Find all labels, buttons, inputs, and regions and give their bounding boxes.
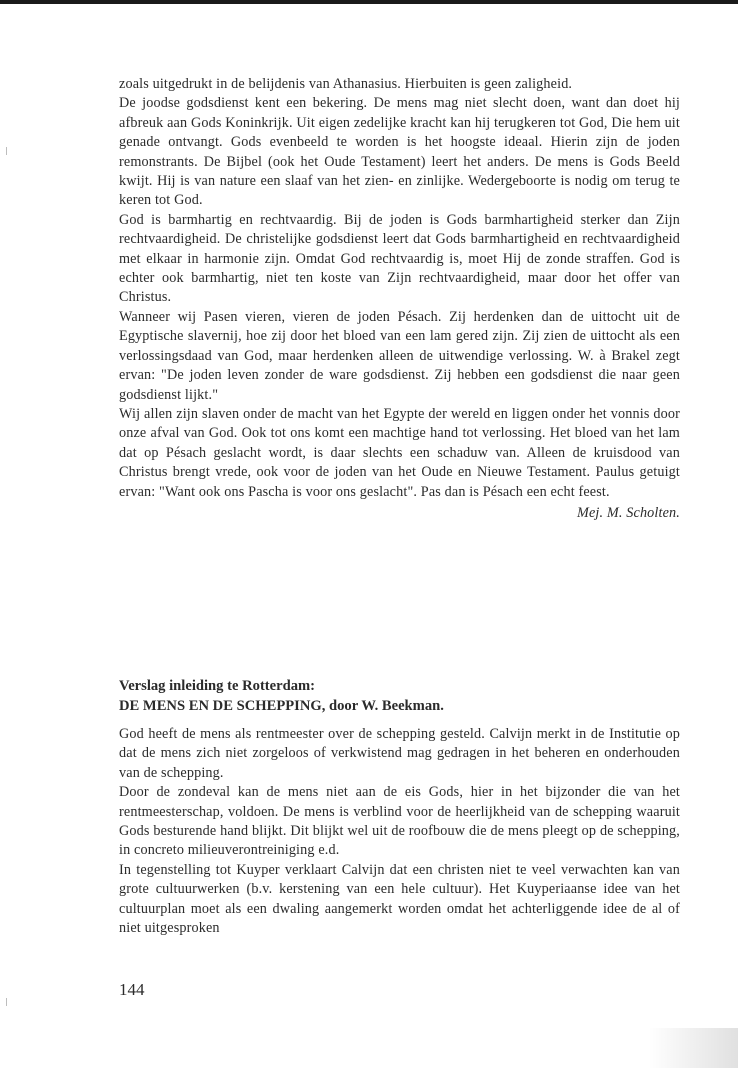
- paragraph: De joodse godsdienst kent een bekering. De mens mag niet slecht doen, want dan doet hij afbreuk aan Gods Koninkrijk. Uit eigen zedelijke kracht kan hij terugkeren tot God, Die hem uit genade ontvangt. Gods evenbeeld te worden is het hoogste ideaal. Hierin zijn de joden remonstrants. De Bijbel (ook het Oude Testament) leert het anders. De mens is Gods Beeld kwijt. Hij is van nature een slaaf van het zien- en zinlijke. Wedergeboorte is nodig om terug te keren tot God.: [119, 95, 680, 209]
- article-beekman: [119, 725, 680, 938]
- paragraph: God heeft de mens als rentmeester over de schepping gesteld. Calvijn merkt in de Institutie op dat de mens zich niet zorgeloos of verkwistend mag gedragen in het beheren en onderhouden van de schepping.: [119, 726, 680, 781]
- paragraph: Wanneer wij Pasen vieren, vieren de joden Pésach. Zij herdenken dan de uittocht uit de Egyptische slavernij, hoe zij door het bloed van een lam gered zijn. Zij zien de uittocht als een verlossingsdaad van God, maar herdenken alleen de uitwendige verlossing. W. à Brakel zegt ervan: "De joden leven zonder de ware godsdienst. Zij hebben een godsdienst die naar geen godsdienst lijkt.": [119, 308, 680, 403]
- top-border-rule: [0, 0, 738, 4]
- paragraph: Wij allen zijn slaven onder de macht van het Egypte der wereld en liggen onder het vonnis door onze afval van God. Ook tot ons komt een machtige hand tot verlossing. Het bloed van het lam dat op Pésach geslacht wordt, is daar slechts een schaduw van. Alleen de kruisdood van Christus brengt vrede, ook voor de joden van het Oude en Nieuwe Testament. Paulus getuigt ervan: "Want ook ons Pascha is voor ons geslacht". Pas dan is Pésach een echt feest.: [119, 405, 680, 500]
- scan-mark: [6, 998, 7, 1006]
- section-heading: [119, 677, 680, 716]
- paragraph: In tegenstelling tot Kuyper verklaart Calvijn dat een christen niet te veel verwachten kan van grote cultuurwerken (b.v. kerstening van een hele cultuur). Het Kuyperiaanse idee van het cultuurplan moet als een dwaling aangemerkt worden omdat het achterliggende idee de al of niet uitgesproken: [119, 861, 680, 937]
- paragraph: God is barmhartig en rechtvaardig. Bij de joden is Gods barmhartigheid sterker dan Zijn rechtvaardigheid. De christelijke godsdienst leert dat Gods barmhartigheid en rechtvaardigheid met elkaar in harmonie zijn. Omdat God rechtvaardig is, moet Hij de zonde straffen. God is echter ook barmhartig, niet ten koste van Zijn rechtvaardigheid, maar door het offer van Christus.: [119, 211, 680, 306]
- scan-shadow: [648, 1028, 738, 1068]
- paragraph: zoals uitgedrukt in de belijdenis van Athanasius. Hierbuiten is geen zaligheid.: [119, 76, 573, 92]
- page-number: 144: [119, 980, 145, 999]
- heading-subtitle: DE MENS EN DE SCHEPPING, door W. Beekman.: [119, 697, 444, 714]
- paragraph: Door de zondeval kan de mens niet aan de eis Gods, hier in het bijzonder die van het rentmeesterschap, voldoen. De mens is verblind voor de heerlijkheid van de schepping waaruit Gods besturende hand blijkt. Dit blijkt wel uit de roofbouw die de mens pleegt op de schepping, in concreto milieuverontreiniging e.d.: [119, 784, 680, 859]
- author-signature: Mej. M. Scholten.: [576, 504, 680, 521]
- scan-mark: [6, 147, 7, 155]
- article-scholten: [119, 75, 680, 523]
- heading-title: Verslag inleiding te Rotterdam:: [119, 678, 316, 694]
